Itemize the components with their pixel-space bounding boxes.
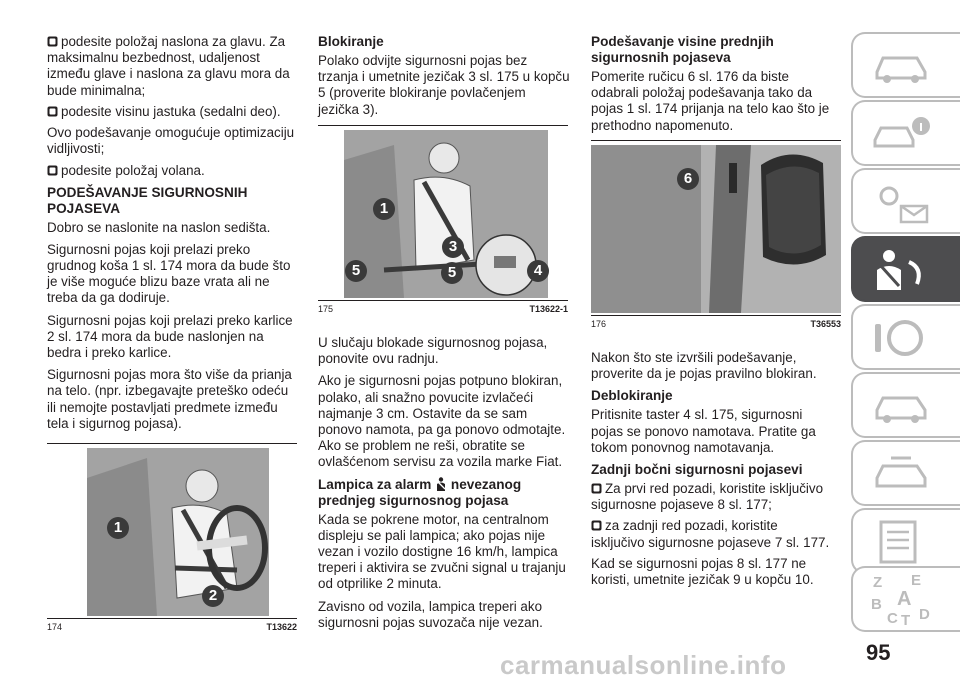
tab-index[interactable] <box>851 566 960 632</box>
paragraph: Kada se pokrene motor, na centralnom displeju se pali lampica; ako pojas nije vezan i vozilo dostigne 16 km/h, lampica treperi i aktivira se zvučni signal u trajanju od otprilike 2 minuta. <box>318 511 566 592</box>
section-heading: PODEŠAVANJE SIGURNOSNIH POJASEVA <box>47 184 248 216</box>
car-overview-icon <box>871 46 931 86</box>
figure-code: T13622 <box>266 622 297 632</box>
tab-car-info[interactable] <box>851 100 960 166</box>
warning-lights-icon <box>871 180 931 224</box>
list-item <box>591 518 831 550</box>
paragraph: Sigurnosni pojas koji prelazi preko grudnog koša 1 sl. 174 mora da bude što je više moguće blizu baze vrata ali ne treba da ga dodiruje. <box>47 241 291 306</box>
paragraph: Sigurnosni pojas koji prelazi preko karlice 2 sl. 174 mora da bude naslonjen na bedra i preko karlice. <box>47 312 293 361</box>
page-number: 95 <box>866 640 891 665</box>
tab-maintenance[interactable] <box>851 440 960 506</box>
column-3-lower <box>591 350 831 594</box>
paragraph: Sigurnosni pojas mora što više da prianja na telo. (npr. izbegavajte preteško odeću ili nemojte postavljati predmete između tela i sigurnog pojasa). <box>47 367 292 431</box>
paragraph: Dobro se naslonite na naslon sedišta. <box>47 219 271 235</box>
paragraph: U slučaju blokade sigurnosnog pojasa, ponovite ovu radnju. <box>318 335 548 367</box>
starting-driving-icon <box>871 316 931 360</box>
letter-c: C <box>887 610 898 627</box>
checkbox-bullet-icon <box>47 165 58 176</box>
list-item <box>47 104 299 120</box>
bullet-text: Za prvi red pozadi, koristite isključivo sigurnosne pojaseve 8 sl. 177; <box>591 481 824 513</box>
safety-seatbelt-icon <box>869 248 933 292</box>
bullet-text: podesite položaj volana. <box>61 163 205 179</box>
letter-a: A <box>897 588 912 610</box>
bullet-text: podesite visinu jastuka (sedalni deo). <box>61 103 281 119</box>
figure-bottom-rule <box>591 315 841 316</box>
figure-top-rule <box>318 125 568 126</box>
letter-e: E <box>911 572 922 589</box>
figure-bottom-rule <box>318 300 568 301</box>
tab-car-overview[interactable] <box>851 32 960 98</box>
checkbox-bullet-icon <box>591 483 602 494</box>
paragraph: Ako je sigurnosni pojas potpuno blokiran, polako, ali snažno povucite izvlačeći najmanje 3 cm. Ostavite da se sam ponovo namota, pa ga ponovo odmotajte. Ako se problem ne reši, obratite se ovlašćenom servisu za vozila marke Fiat. <box>318 373 566 470</box>
column-2 <box>318 34 570 124</box>
paragraph: Nakon što ste izvršili podešavanje, proverite da je pojas pravilno blokiran. <box>591 350 817 382</box>
heading-part-1: Lampica za alarm <box>318 476 432 492</box>
paragraph: Polako odvijte sigurnosni pojas bez trzanja i umetnite jezičak 3 sl. 175 u kopču 5 (proverite blokiranje povlačenjem jezička 3). <box>318 53 570 117</box>
figure-174 <box>47 443 297 635</box>
section-heading: Podešavanje visine prednjih sigurnosnih pojaseva <box>591 34 774 65</box>
callout-6: 6 <box>677 168 699 190</box>
section-heading: Zadnji bočni sigurnosni pojasevi <box>591 462 803 478</box>
callout-2: 2 <box>202 585 224 607</box>
figure-code: T13622-1 <box>529 304 568 314</box>
list-item <box>47 34 299 99</box>
callout-4: 4 <box>527 260 549 282</box>
tab-safety[interactable] <box>851 236 960 302</box>
section-heading-alarm <box>318 477 570 509</box>
paragraph: Ovo podešavanje omogućuje optimizaciju vidljivosti; <box>47 125 295 157</box>
bullet-text: podesite položaj naslona za glavu. Za maksimalnu bezbednost, udaljenost između glave i naslona za glavu mora da bude minimalna; <box>47 34 290 98</box>
tab-technical-data[interactable] <box>851 508 960 574</box>
column-3 <box>591 34 831 140</box>
technical-data-icon <box>871 520 931 564</box>
letter-d: D <box>919 606 930 623</box>
callout-1: 1 <box>107 517 129 539</box>
paragraph: Zavisno od vozila, lampica treperi ako sigurnosni pojas suvozača nije vezan. <box>318 598 543 630</box>
figure-bottom-rule <box>47 618 297 619</box>
figure-176 <box>591 140 841 335</box>
list-item <box>47 163 299 179</box>
list-item <box>591 481 831 513</box>
figure-175 <box>318 125 568 320</box>
illustration-height-adjuster <box>591 145 841 313</box>
paragraph: Pritisnite taster 4 sl. 175, sigurnosni pojas se ponovo namotava. Pratite ga tokom ponovnog namotavanja. <box>591 407 816 455</box>
index-letters <box>871 572 941 628</box>
height-adjuster-illustration-icon <box>591 145 841 313</box>
tab-starting-driving[interactable] <box>851 304 960 370</box>
callout-5-left: 5 <box>345 260 367 282</box>
column-1 <box>47 34 299 438</box>
figure-number: 175 <box>318 304 334 314</box>
section-heading: Blokiranje <box>318 34 384 49</box>
callout-5-right: 5 <box>441 262 463 284</box>
paragraph: Kad se sigurnosni pojas 8 sl. 177 ne koristi, umetnite jezičak 9 u kopču 10. <box>591 555 814 588</box>
maintenance-icon <box>871 454 931 494</box>
figure-code: T36553 <box>810 319 841 329</box>
checkbox-bullet-icon <box>47 106 58 117</box>
checkbox-bullet-icon <box>591 520 602 531</box>
callout-1: 1 <box>373 198 395 220</box>
callout-3: 3 <box>442 236 464 258</box>
tab-emergency[interactable] <box>851 372 960 438</box>
letter-t: T <box>901 612 911 629</box>
paragraph: Pomerite ručicu 6 sl. 176 da biste odabrali položaj podešavanja tako da pojas 1 sl. 174 prijanja na telo kao što je prethodno napomenuto. <box>591 69 830 133</box>
watermark: carmanualsonline.info <box>500 650 787 680</box>
checkbox-bullet-icon <box>47 36 58 47</box>
letter-b: B <box>871 596 882 613</box>
column-2-lower <box>318 335 570 637</box>
figure-top-rule <box>591 140 841 141</box>
letter-z: Z <box>873 574 883 591</box>
tab-warning-lights[interactable] <box>851 168 960 234</box>
section-heading: Deblokiranje <box>591 388 673 404</box>
bullet-text: za zadnji red pozadi, koristite isključivo sigurnosne pojaseve 7 sl. 177. <box>591 518 830 550</box>
figure-top-rule <box>47 443 297 444</box>
seatbelt-warning-icon <box>435 477 447 491</box>
figure-number: 176 <box>591 319 607 329</box>
figure-number: 174 <box>47 622 63 632</box>
emergency-icon <box>871 386 931 426</box>
car-info-icon <box>871 114 931 154</box>
heading-part-2: nevezanog prednjeg sigurnosnog pojasa <box>318 476 522 508</box>
